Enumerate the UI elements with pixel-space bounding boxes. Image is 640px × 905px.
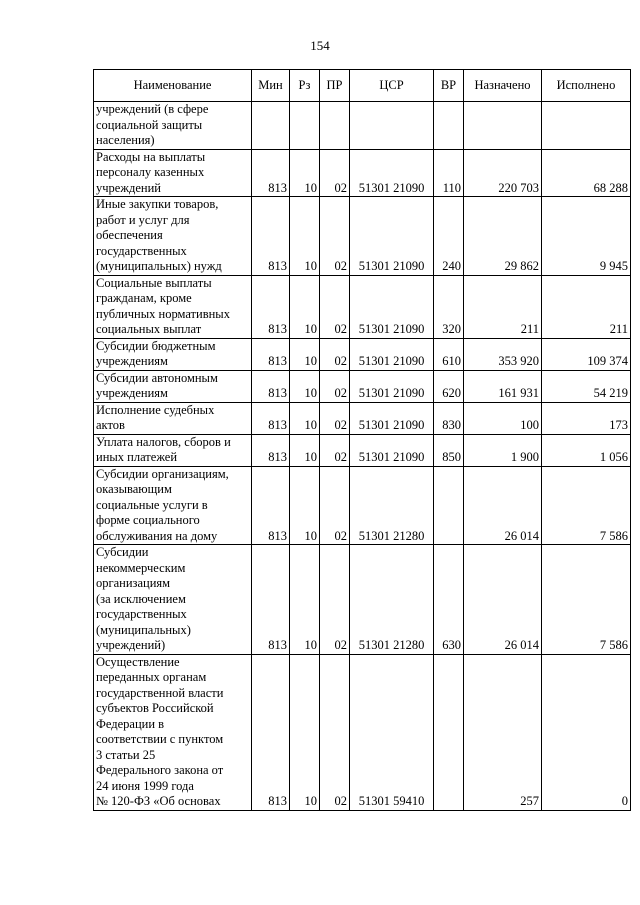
subsection-code-cell: 02 <box>320 197 350 276</box>
expense-name-line: (муниципальных) нужд <box>96 259 222 273</box>
expense-name-line: обслуживания на дому <box>96 528 218 543</box>
subsection-code-cell <box>320 102 350 150</box>
expense-name-line: 24 июня 1999 года <box>96 778 194 793</box>
expense-name-line: обеспечения <box>96 228 163 242</box>
subsection-code-cell: 02 <box>320 434 350 466</box>
expense-name-line: субъектов Российской <box>96 701 214 715</box>
page-number: 154 <box>310 38 330 53</box>
expense-name-line: Субсидии организациям, <box>96 466 229 481</box>
assigned-amount-cell: 211 <box>464 275 542 338</box>
ministry-code-cell: 813 <box>252 149 290 197</box>
section-code-cell: 10 <box>290 338 320 370</box>
expense-name-cell <box>94 370 252 402</box>
target-article-code-cell: 51301 21280 <box>350 466 434 545</box>
expense-type-code-cell: 630 <box>434 545 464 655</box>
expense-name-line: Субсидии бюджетным <box>96 338 216 353</box>
expense-name-line: актов <box>96 418 125 432</box>
executed-amount-cell: 211 <box>542 275 631 338</box>
table-row <box>94 370 631 402</box>
expense-name-cell <box>94 434 252 466</box>
expense-name-line: учреждений (в сфере <box>96 102 209 116</box>
table-row <box>94 545 631 655</box>
expense-name-line: учреждений <box>96 180 161 195</box>
expense-name-line: населения) <box>96 133 155 147</box>
target-article-code-cell: 51301 21280 <box>350 545 434 655</box>
expense-name-line: Иные закупки товаров, <box>96 197 219 211</box>
table-row <box>94 275 631 338</box>
expense-name-line: организациям <box>96 576 171 590</box>
expense-name-line: социальной защиты <box>96 117 203 132</box>
expense-name-cell <box>94 545 252 655</box>
column-header-executed: Исполнено <box>542 70 631 102</box>
ministry-code-cell: 813 <box>252 275 290 338</box>
expense-name-line: Исполнение судебных <box>96 402 215 417</box>
section-code-cell: 10 <box>290 402 320 434</box>
ministry-code-cell: 813 <box>252 370 290 402</box>
subsection-code-cell: 02 <box>320 402 350 434</box>
executed-amount-cell: 109 374 <box>542 338 631 370</box>
executed-amount-cell: 1 056 <box>542 434 631 466</box>
ministry-code-cell: 813 <box>252 197 290 276</box>
expense-name-line: Уплата налогов, сборов и <box>96 434 231 449</box>
target-article-code-cell: 51301 21090 <box>350 370 434 402</box>
expense-name-line: учреждений) <box>96 638 166 652</box>
assigned-amount-cell: 100 <box>464 402 542 434</box>
target-article-code-cell: 51301 21090 <box>350 275 434 338</box>
assigned-amount-cell: 29 862 <box>464 197 542 276</box>
expense-name-line: Социальные выплаты <box>96 275 212 290</box>
expense-name-line: Федерации в <box>96 716 165 731</box>
target-article-code-cell: 51301 21090 <box>350 338 434 370</box>
expense-name-line: некоммерческим <box>96 560 186 575</box>
executed-amount-cell: 54 219 <box>542 370 631 402</box>
assigned-amount-cell: 353 920 <box>464 338 542 370</box>
column-header-assigned: Назначено <box>464 70 542 102</box>
assigned-amount-cell: 26 014 <box>464 545 542 655</box>
section-code-cell: 10 <box>290 545 320 655</box>
section-code-cell: 10 <box>290 197 320 276</box>
expense-name-line: государственных <box>96 607 187 621</box>
section-code-cell: 10 <box>290 466 320 545</box>
subsection-code-cell: 02 <box>320 466 350 545</box>
section-code-cell: 10 <box>290 434 320 466</box>
expense-name-line: соответствии с пунктом <box>96 732 224 746</box>
table-header-row <box>94 70 631 102</box>
expense-name-line: персоналу казенных <box>96 165 205 179</box>
target-article-code-cell: 51301 21090 <box>350 149 434 197</box>
subsection-code-cell: 02 <box>320 370 350 402</box>
ministry-code-cell: 813 <box>252 654 290 810</box>
executed-amount-cell <box>542 102 631 150</box>
target-article-code-cell <box>350 102 434 150</box>
target-article-code-cell: 51301 21090 <box>350 197 434 276</box>
assigned-amount-cell <box>464 102 542 150</box>
subsection-code-cell: 02 <box>320 338 350 370</box>
expense-type-code-cell: 610 <box>434 338 464 370</box>
table-row <box>94 102 631 150</box>
section-code-cell <box>290 102 320 150</box>
expense-type-code-cell <box>434 102 464 150</box>
expense-name-line: социальных выплат <box>96 322 202 336</box>
executed-amount-cell: 173 <box>542 402 631 434</box>
subsection-code-cell: 02 <box>320 149 350 197</box>
expense-name-cell <box>94 149 252 197</box>
expense-name-cell <box>94 338 252 370</box>
expense-name-line: Субсидии <box>96 545 149 559</box>
section-code-cell: 10 <box>290 149 320 197</box>
section-code-cell: 10 <box>290 654 320 810</box>
table-row <box>94 402 631 434</box>
expense-name-line: государственной власти <box>96 685 224 700</box>
table-row <box>94 654 631 810</box>
ministry-code-cell: 813 <box>252 466 290 545</box>
expense-type-code-cell <box>434 654 464 810</box>
column-header-rz: Рз <box>290 70 320 102</box>
expense-name-line: учреждениям <box>96 354 168 368</box>
executed-amount-cell: 7 586 <box>542 545 631 655</box>
expense-name-cell <box>94 197 252 276</box>
expense-name-line: иных платежей <box>96 450 178 464</box>
subsection-code-cell: 02 <box>320 275 350 338</box>
table-row <box>94 434 631 466</box>
column-header-csr: ЦСР <box>350 70 434 102</box>
column-header-pr: ПР <box>320 70 350 102</box>
assigned-amount-cell: 257 <box>464 654 542 810</box>
expense-type-code-cell: 830 <box>434 402 464 434</box>
expense-type-code-cell: 110 <box>434 149 464 197</box>
ministry-code-cell: 813 <box>252 545 290 655</box>
executed-amount-cell: 0 <box>542 654 631 810</box>
section-code-cell: 10 <box>290 370 320 402</box>
target-article-code-cell: 51301 21090 <box>350 434 434 466</box>
expense-name-line: № 120-ФЗ «Об основах <box>96 794 221 808</box>
table-row <box>94 197 631 276</box>
ministry-code-cell: 813 <box>252 434 290 466</box>
expense-type-code-cell: 850 <box>434 434 464 466</box>
expense-type-code-cell <box>434 466 464 545</box>
expense-name-line: гражданам, кроме <box>96 291 192 305</box>
subsection-code-cell: 02 <box>320 654 350 810</box>
expense-name-line: государственных <box>96 243 187 258</box>
expense-name-cell <box>94 654 252 810</box>
column-header-vr: ВР <box>434 70 464 102</box>
executed-amount-cell: 7 586 <box>542 466 631 545</box>
expense-name-cell <box>94 275 252 338</box>
section-code-cell: 10 <box>290 275 320 338</box>
expense-name-line: Субсидии автономным <box>96 370 218 385</box>
expense-type-code-cell: 240 <box>434 197 464 276</box>
expense-name-line: учреждениям <box>96 386 168 400</box>
ministry-code-cell <box>252 102 290 150</box>
executed-amount-cell: 9 945 <box>542 197 631 276</box>
expense-name-line: 3 статьи 25 <box>96 747 156 762</box>
expense-name-line: публичных нормативных <box>96 306 230 321</box>
assigned-amount-cell: 220 703 <box>464 149 542 197</box>
budget-table <box>93 69 631 811</box>
target-article-code-cell: 51301 21090 <box>350 402 434 434</box>
table-row <box>94 466 631 545</box>
expense-name-line: (за исключением <box>96 591 186 606</box>
expense-name-line: социальные услуги в <box>96 497 208 512</box>
expense-name-line: Расходы на выплаты <box>96 149 206 164</box>
table-row <box>94 338 631 370</box>
subsection-code-cell: 02 <box>320 545 350 655</box>
expense-name-line: переданных органам <box>96 670 207 684</box>
target-article-code-cell: 51301 59410 <box>350 654 434 810</box>
expense-name-line: форме социального <box>96 513 200 527</box>
expense-name-line: (муниципальных) <box>96 622 191 637</box>
expense-name-cell <box>94 466 252 545</box>
ministry-code-cell: 813 <box>252 402 290 434</box>
expense-name-cell <box>94 102 252 150</box>
expense-type-code-cell: 620 <box>434 370 464 402</box>
expense-name-line: Федерального закона от <box>96 763 224 777</box>
expense-name-line: работ и услуг для <box>96 212 190 227</box>
table-row <box>94 149 631 197</box>
assigned-amount-cell: 1 900 <box>464 434 542 466</box>
expense-name-line: Осуществление <box>96 654 180 669</box>
column-header-min: Мин <box>252 70 290 102</box>
table-body <box>94 102 631 811</box>
ministry-code-cell: 813 <box>252 338 290 370</box>
assigned-amount-cell: 161 931 <box>464 370 542 402</box>
column-header-name: Наименование <box>94 70 252 102</box>
expense-name-line: оказывающим <box>96 482 172 496</box>
executed-amount-cell: 68 288 <box>542 149 631 197</box>
assigned-amount-cell: 26 014 <box>464 466 542 545</box>
expense-name-cell <box>94 402 252 434</box>
expense-type-code-cell: 320 <box>434 275 464 338</box>
